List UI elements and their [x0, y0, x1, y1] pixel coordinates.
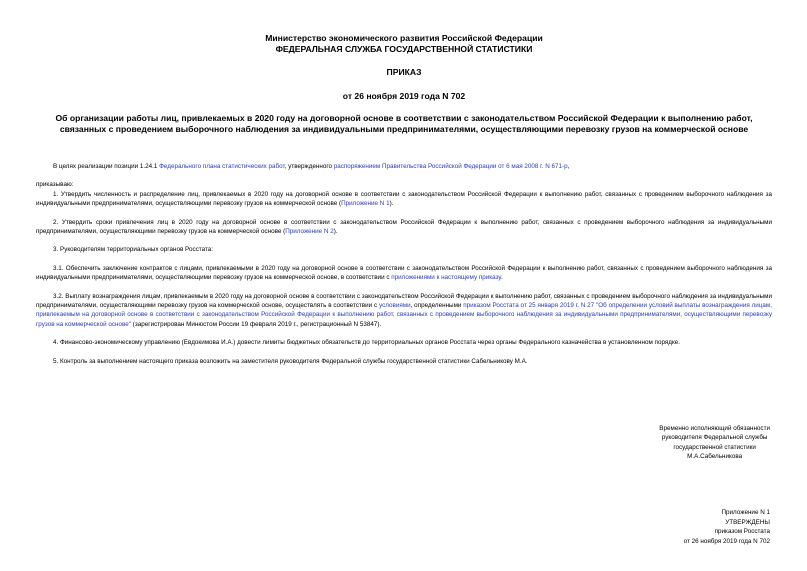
item-3-1-paragraph — [36, 264, 772, 283]
document-header — [36, 33, 772, 101]
appendix-1-link[interactable]: Приложение N 1 — [341, 200, 390, 208]
signature-line-1: Временно исполняющий обязанности — [659, 425, 770, 432]
item-1-text: 1. Утвердить численность и распределение лиц, привлекаемых в 2020 году на договорной основе в соответствии с законодательством Российской Федерации к выполнению работ, связанных с проведением выборочного наблюдения за индивидуальными предпринимателями, осуществляющими перевозку грузов на коммерческой основе ( — [36, 190, 772, 208]
item-4-paragraph: 4. Финансово-экономическому управлению (Евдокимова И.А.) довести лимиты бюджетных обязательств до территориальных органов Росстата через органы Федерального казначейства в установленном порядке. — [53, 339, 681, 347]
appendix-date: от 26 ноября 2019 года N 702 — [683, 537, 770, 545]
item-2-text: 2. Утвердить сроки привлечения лиц в 2020 году на договорной основе в соответствии с законодательством Российской Федерации к выполнению работ, связанных с проведением выборочного наблюдения за индивидуальными предпринимателями, осуществляющими перевозку грузов на коммерческой основе ( — [36, 218, 772, 236]
conditions-link[interactable]: условиями — [379, 302, 411, 310]
preamble-text-2: , утвержденного — [284, 163, 334, 170]
signature-line-3: государственной статистики — [673, 443, 756, 451]
federal-plan-link[interactable]: Федерального плана статистических работ — [159, 163, 285, 170]
item-3-paragraph: 3. Руководителям территориальных органов Росстата: — [53, 246, 214, 254]
item-3-2-text-2: , определенными — [410, 302, 464, 310]
item-3-2-text: 3.2. Выплату вознаграждения лицам, привлекаемым в 2020 году на договорной основе в соответствии с законодательством Российской Федерации к выполнению работ, связанных с проведением выборочного наблюдения за индивидуальными предпринимателями, осуществляющими перевозку грузов на коммерческой основе, осуществлять в соответствии с — [36, 292, 772, 310]
item-1-end: ). — [389, 200, 394, 208]
appendix-2-link[interactable]: Приложение N 2 — [285, 228, 334, 236]
rosstat-order-27-link[interactable]: приказом Росстата от 25 января 2019 г. N 27 "Об определении условий выплаты вознаграждения лицам, привлекаемым на договорной основе в соответствии с законодательством Российской Федерации к выполнению работ, связанных с проведением выборочного наблюдения за индивидуальными предпринимателями, осуществляющими перевозку грузов на коммерческой основе" — [36, 302, 772, 328]
item-3-2-end: (зарегистрирован Минюстом России 19 февраля 2019 г., регистрационный N 53847). — [131, 320, 382, 328]
preamble-text-3: , — [567, 163, 570, 170]
document-date-number: от 26 ноября 2019 года N 702 — [342, 90, 466, 101]
document-type: ПРИКАЗ — [386, 67, 422, 77]
government-order-link[interactable]: распоряжением Правительства Российской Федерации от 6 мая 2008 г. N 671-р — [333, 163, 568, 170]
preamble-paragraph — [36, 162, 772, 171]
title-line-2: связанных с проведением выборочного наблюдения за индивидуальными предпринимателями, осуществляющими перевозку грузов на коммерческой основе — [59, 123, 749, 134]
signature-block — [659, 424, 770, 462]
signature-line-2: руководителя Федеральной службы — [661, 434, 768, 442]
item-3-2-paragraph — [36, 292, 772, 330]
signatory-name: М.А.Сабельникова — [687, 453, 743, 461]
service-name: ФЕДЕРАЛЬНАЯ СЛУЖБА ГОСУДАРСТВЕННОЙ СТАТИСТИКИ — [275, 43, 533, 54]
document-body — [36, 162, 772, 366]
item-1-paragraph — [36, 190, 772, 209]
document-title — [36, 113, 772, 134]
ministry-name: Министерство экономического развития Российской Федерации — [265, 33, 543, 43]
order-word: приказываю: — [36, 181, 74, 189]
title-line-1: Об организации работы лиц, привлекаемых в 2020 году на договорной основе в соответствии с законодательством Российской Федерации к выполнению работ, — [55, 113, 753, 123]
item-5-paragraph: 5. Контроль за выполнением настоящего приказа возложить на заместителя руководителя Федеральной службы государственной статистики Сабельникову М.А. — [53, 357, 528, 365]
preamble-text: В целях реализации позиции 1.24.1 — [53, 163, 160, 170]
item-3-1-text: 3.1. Обеспечить заключение контрактов с лицами, привлекаемыми в 2020 году на договорной основе в соответствии с законодательством Российской Федерации к выполнению работ, связанных с проведением выборочного наблюдения за индивидуальными предпринимателями, осуществляющими перевозку грузов на коммерческой основе, в соответствии с — [36, 264, 772, 282]
appendix-header — [684, 508, 770, 546]
item-2-paragraph — [36, 218, 772, 237]
appendix-order: приказом Росстата — [714, 528, 770, 535]
appendix-approved: УТВЕРЖДЕНЫ — [725, 518, 770, 526]
item-2-end: ). — [333, 228, 338, 236]
item-3-1-end: . — [500, 274, 503, 282]
appendix-number: Приложение N 1 — [721, 509, 770, 516]
appendices-link[interactable]: приложениями к настоящему приказу — [391, 274, 501, 282]
